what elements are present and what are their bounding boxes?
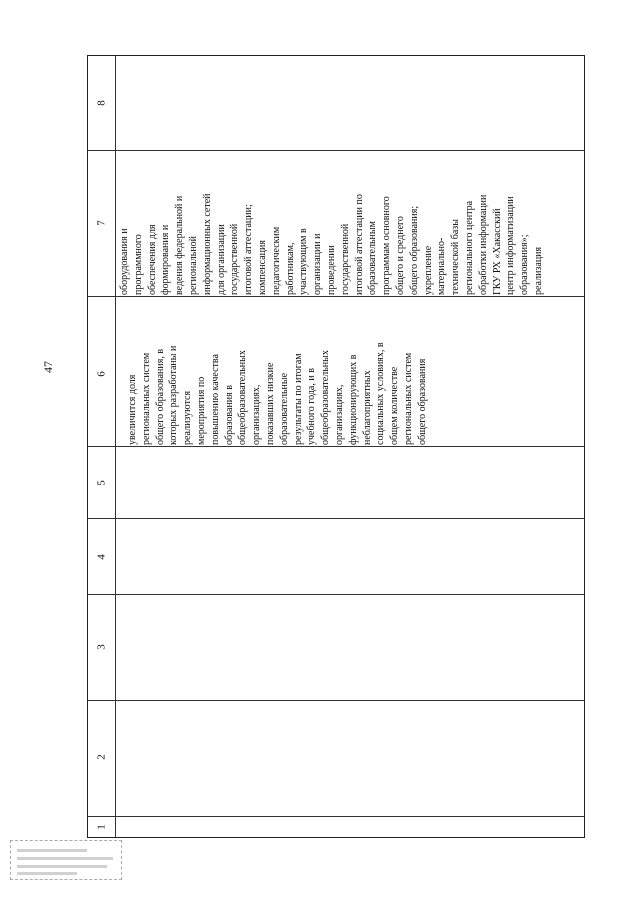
column-number-5: 5: [95, 480, 108, 486]
page-number: 47: [41, 361, 55, 373]
cell-col6: [116, 296, 585, 446]
column-divider: [88, 594, 584, 595]
scan-stamp: [10, 840, 122, 880]
column-number-4: 4: [95, 554, 108, 560]
cell-col7: [116, 150, 585, 296]
column-divider: [88, 700, 584, 701]
cell-col6-text: увеличится доля региональных систем общего образования, в которых разработаны и реализуются мероприятия по повышению качества образования в общеобразовательных организациях, показавших низкие образовательные результаты по итогам учебного года, и в общеобразовательных организациях, функционирующих в неблагоприятных социальных условиях, в общем количестве региональных систем общего образования: [127, 342, 428, 445]
column-number-1: 1: [95, 824, 108, 830]
column-divider: [88, 446, 584, 447]
column-number-3: 3: [95, 644, 108, 650]
column-divider: [88, 816, 584, 817]
column-number-6: 6: [95, 371, 108, 377]
column-divider: [88, 518, 584, 519]
column-number-8: 8: [95, 100, 108, 106]
cell-col7-text: оборудования и программного обеспечения для формирования и ведения федеральной и региональной информационных сетей для организации государственной итоговой аттестации; компенсация педагогическим работникам, участвующим в организации и проведении государственной итоговой аттестации по образовательным программам основного общего и среднего общего образования; укрепление материально- технической базы регионального центра обработки информации ГКУ РХ «Хакасский центр информатизации образования»; реализация: [119, 193, 544, 295]
data-table: [87, 55, 585, 838]
column-number-2: 2: [95, 754, 108, 760]
column-number-7: 7: [95, 220, 108, 226]
